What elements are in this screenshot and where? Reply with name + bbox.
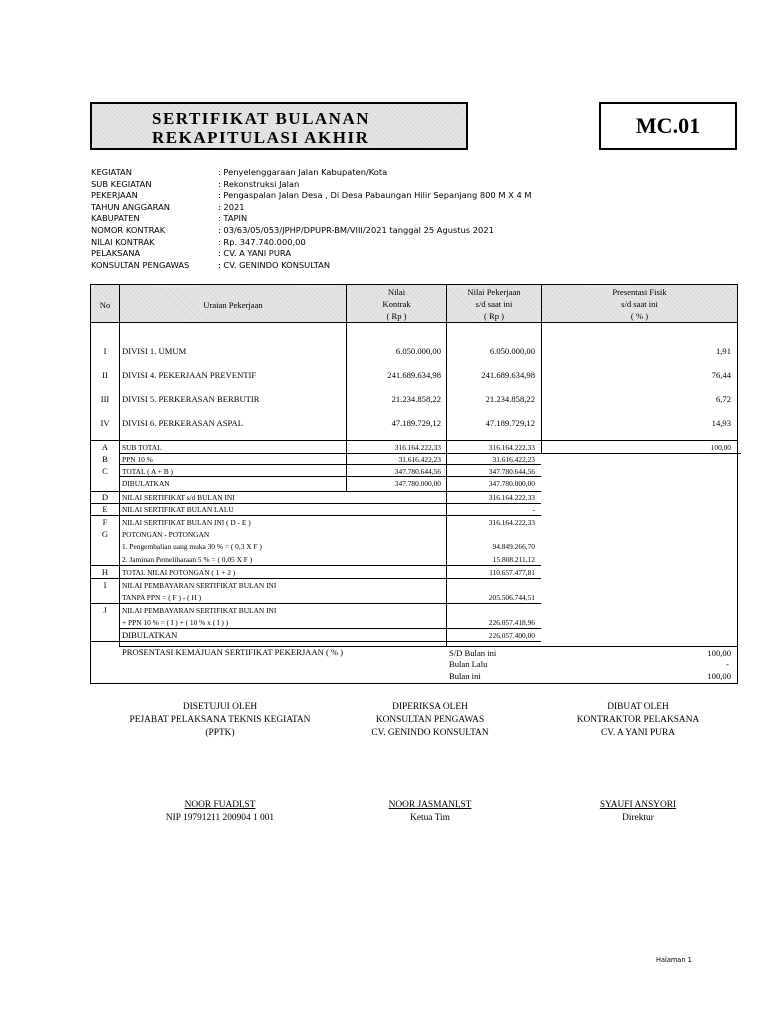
row-value: 316.164.222,33 — [488, 493, 535, 502]
info-key: PELAKSANA — [91, 248, 141, 259]
row-value: 205.506.744,51 — [488, 593, 535, 602]
row-fisik: 76,44 — [711, 370, 731, 380]
info-value: : CV. A YANI PURA — [218, 248, 291, 259]
row-saat-ini: 316.164.222,33 — [488, 443, 535, 452]
title-line-2: REKAPITULASI AKHIR — [152, 128, 370, 147]
row-kontrak: 241.689.634,98 — [387, 370, 441, 380]
row-fisik: 100,00 — [710, 443, 731, 452]
info-value: : Pengaspalan Jalan Desa , Di Desa Pabaungan Hilir Sepanjang 800 M X 4 M — [218, 190, 532, 201]
row-value: 226.057.418,96 — [488, 618, 535, 627]
row-uraian: NILAI SERTIFIKAT BULAN INI ( D - E ) — [122, 518, 251, 527]
row-kontrak: 21.234.858,22 — [391, 394, 441, 404]
col-header-saat-ini-1: Nilai Pekerjaan — [467, 287, 521, 297]
row-uraian: PPN 10 % — [122, 455, 153, 464]
row-no: A — [101, 442, 109, 452]
info-key: NOMOR KONTRAK — [91, 225, 166, 235]
progress-ini-value: 100,00 — [707, 671, 731, 681]
row-kontrak: 316.164.222,33 — [394, 443, 441, 452]
info-key: KEGIATAN — [91, 167, 132, 177]
row-no: B — [102, 454, 108, 464]
col-header-no: No — [99, 300, 111, 310]
row-value: 15.808.211,12 — [492, 555, 535, 564]
row-uraian: DIBULATKAN — [122, 479, 170, 488]
col-header-fisik-2: s/d saat ini — [621, 299, 658, 309]
signature-sub: NIP 19791211 200904 1 001 — [165, 813, 275, 823]
row-uraian: DIVISI 5. PERKERASAN BERBUTIR — [122, 394, 260, 404]
row-kontrak: 6.050.000,00 — [395, 346, 441, 356]
progress-sd-label: S/D Bulan ini — [449, 648, 497, 658]
info-value: : 03/63/05/053/JPHP/DPUPR-BM/VIII/2021 tanggal 25 Agustus 2021 — [218, 225, 494, 235]
row-no: I — [103, 580, 107, 590]
page-number: Halaman 1 — [656, 956, 692, 964]
signature-sub: Direktur — [622, 813, 654, 823]
row-uraian: TOTAL NILAI POTONGAN ( 1 + 2 ) — [122, 568, 236, 577]
row-uraian: TOTAL ( A + B ) — [122, 467, 173, 476]
row-uraian: NILAI SERTIFIKAT s/d BULAN INI — [122, 493, 235, 502]
row-uraian: 2. Jaminan Pemeliharaan 5 % = ( 0,05 X F ) — [122, 555, 253, 564]
signature-name: SYAUFI ANSYORI — [599, 800, 677, 810]
row-fisik: 1,91 — [715, 346, 731, 356]
row-saat-ini: 21.234.858,22 — [485, 394, 535, 404]
info-key: PEKERJAAN — [91, 190, 138, 201]
signature-title: PEJABAT PELAKSANA TEKNIS KEGIATAN — [129, 715, 311, 725]
info-value: : TAPIN — [218, 213, 248, 224]
signature-org: CV. GENINDO KONSULTAN — [371, 728, 489, 738]
row-uraian: DIVISI 6. PERKERASAN ASPAL — [122, 418, 243, 428]
row-no: III — [100, 394, 110, 404]
row-saat-ini: 47.189.729,12 — [485, 418, 535, 428]
signature-name: NOOR JASMANI,ST — [388, 800, 472, 810]
col-header-kontrak-2: Kontrak — [382, 299, 411, 309]
row-fisik: 14,93 — [711, 418, 731, 428]
row-no: H — [101, 567, 109, 577]
row-uraian: DIBULATKAN — [122, 630, 178, 640]
row-value: 226.057.400,00 — [488, 631, 535, 640]
row-uraian: + PPN 10 % = ( I ) + ( 10 % x ( I ) ) — [122, 618, 229, 627]
col-header-saat-ini-2: s/d saat ini — [475, 299, 513, 309]
row-uraian: NILAI PEMBAYARAN SERTIFIKAT BULAN INI — [122, 606, 277, 615]
row-no: F — [102, 517, 108, 527]
row-uraian: POTONGAN - POTONGAN — [122, 530, 210, 539]
info-key: SUB KEGIATAN — [91, 178, 152, 189]
row-kontrak: 47.189.729,12 — [391, 418, 441, 428]
row-saat-ini: 31.616.422,23 — [492, 455, 535, 464]
info-key: NILAI KONTRAK — [91, 236, 155, 247]
info-value: : 2021 — [218, 201, 245, 212]
row-value: 110.657.477,81 — [489, 568, 535, 577]
signature-title: KONTRAKTOR PELAKSANA — [576, 715, 700, 725]
row-uraian: NILAI SERTIFIKAT BULAN LALU — [122, 505, 234, 514]
row-no: J — [103, 605, 107, 615]
signature-sub: Ketua Tim — [410, 813, 450, 823]
info-key: KABUPATEN — [91, 213, 140, 224]
row-saat-ini: 6.050.000,00 — [489, 346, 535, 356]
row-no: C — [102, 466, 108, 476]
signature-title: KONSULTAN PENGAWAS — [375, 715, 485, 725]
progress-label: PROSENTASI KEMAJUAN SERTIFIKAT PEKERJAAN ( % ) — [122, 647, 344, 657]
progress-sd-value: 100,00 — [707, 648, 731, 658]
form-code: MC.01 — [599, 102, 737, 150]
signature-role: DISETUJUI OLEH — [182, 702, 258, 712]
row-no: G — [101, 529, 109, 539]
row-uraian: NILAI PEMBAYARAN SERTIFIKAT BULAN INI — [122, 581, 277, 590]
col-header-uraian: Uraian Pekerjaan — [203, 300, 263, 310]
signature-role: DIPERIKSA OLEH — [392, 702, 468, 712]
col-header-saat-ini-3: ( Rp ) — [483, 311, 505, 321]
row-no: D — [101, 492, 109, 502]
row-value: 94.849.266,70 — [492, 542, 535, 551]
row-value: 316.164.222,33 — [488, 518, 535, 527]
info-value: : CV. GENINDO KONSULTAN — [218, 259, 331, 270]
row-no: I — [103, 346, 107, 356]
info-value: : Rp. 347.740.000,00 — [218, 236, 306, 247]
signature-role: DIBUAT OLEH — [607, 702, 669, 712]
title-line-1: SERTIFIKAT BULANAN — [152, 109, 371, 128]
signature-org: (PPTK) — [205, 728, 235, 738]
signature-org: CV. A YANI PURA — [601, 728, 675, 738]
col-header-fisik-3: ( % ) — [630, 311, 649, 321]
row-kontrak: 31.616.422,23 — [398, 455, 441, 464]
row-no: E — [102, 504, 108, 514]
row-saat-ini: 241.689.634,98 — [481, 370, 535, 380]
col-header-fisik-1: Presentasi Fisik — [612, 287, 667, 297]
row-fisik: 6,72 — [715, 394, 731, 404]
info-key: KONSULTAN PENGAWAS — [91, 259, 190, 270]
row-uraian: TANPA PPN = ( F ) - ( H ) — [122, 593, 202, 602]
row-uraian: 1. Pengembalian uang muka 30 % = ( 0,3 X F ) — [122, 542, 262, 551]
progress-lalu-label: Bulan Lalu — [449, 659, 488, 669]
row-no: II — [102, 370, 108, 380]
row-saat-ini: 347.780.644,56 — [488, 467, 535, 476]
row-uraian: DIVISI 4. PEKERJAAN PREVENTIF — [122, 370, 257, 380]
row-uraian: DIVISI 1. UMUM — [122, 346, 187, 356]
info-key: TAHUN ANGGARAN — [91, 201, 170, 212]
col-header-kontrak-3: ( Rp ) — [386, 311, 407, 321]
signature-name: NOOR FUADI,ST — [184, 800, 256, 810]
info-value: : Rekonstruksi Jalan — [218, 178, 300, 189]
row-no: IV — [100, 418, 110, 428]
row-kontrak: 347.780.000,00 — [394, 479, 441, 488]
row-saat-ini: 347.780.000,00 — [488, 479, 535, 488]
row-kontrak: 347.780.644,56 — [394, 467, 441, 476]
col-header-kontrak-1: Nilai — [387, 287, 406, 297]
row-uraian: SUB TOTAL — [122, 443, 162, 452]
progress-lalu-value: - — [726, 659, 729, 669]
info-value: : Penyelenggaraan Jalan Kabupaten/Kota — [218, 167, 388, 177]
row-value: - — [532, 505, 535, 514]
progress-ini-label: Bulan ini — [449, 671, 481, 681]
title-box — [90, 102, 468, 150]
